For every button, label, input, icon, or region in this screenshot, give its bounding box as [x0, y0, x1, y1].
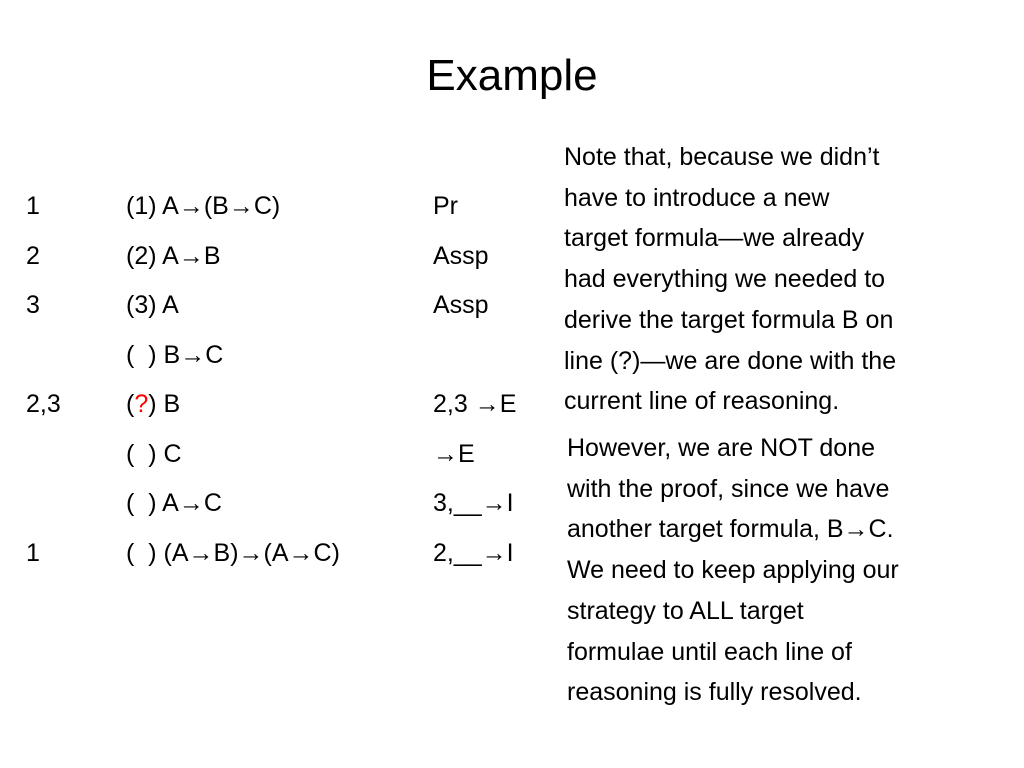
dependency-cell: 2: [26, 241, 40, 270]
note-line: have to introduce a new: [564, 183, 830, 212]
line-number: [134, 440, 148, 468]
line-number-open: (: [126, 241, 135, 270]
line-number: 3: [134, 291, 149, 319]
line-number: 2: [134, 241, 149, 270]
line-number-close: ): [148, 538, 157, 567]
line-number-open: (: [126, 538, 135, 567]
proof-row: [26, 235, 546, 285]
line-number: [134, 539, 148, 567]
proof-row: [26, 334, 546, 384]
note-line: derive the target formula B on: [564, 305, 894, 334]
formula-text: B: [163, 390, 181, 418]
proof-row: [26, 185, 546, 235]
note-line: strategy to ALL target: [567, 596, 804, 625]
line-number-open: (: [126, 340, 135, 369]
note-line: current line of reasoning.: [564, 387, 840, 416]
line-number-open: (: [126, 390, 135, 418]
justification-cell: 3,__→I: [433, 489, 514, 517]
note-line: another target formula, B→C.: [567, 515, 894, 544]
line-number: [134, 341, 148, 369]
justification-cell: 2,__→I: [433, 538, 514, 567]
line-number-close: ): [148, 340, 157, 369]
note-line: with the proof, since we have: [567, 474, 890, 503]
line-number-close: ): [148, 390, 157, 418]
note-not-done-with-proof: [567, 428, 1007, 713]
formula-text: A→(B→C): [162, 192, 281, 220]
line-number-close: ): [148, 192, 157, 220]
proof-row: [26, 433, 546, 483]
justification-cell: 2,3 →E: [433, 390, 517, 418]
formula-cell: [126, 185, 280, 227]
formula-cell: [126, 383, 180, 425]
dependency-cell: 3: [26, 291, 40, 319]
justification-cell: Pr: [433, 192, 458, 220]
proof-row: [26, 532, 546, 582]
formula-cell: [126, 284, 179, 326]
line-number-close: ): [148, 291, 157, 319]
proof-table: [26, 185, 546, 581]
formula-text: (A→B)→(A→C): [163, 538, 340, 567]
formula-text: A→B: [162, 241, 221, 270]
formula-text: A→C: [162, 489, 222, 517]
formula-cell: [126, 235, 221, 277]
note-done-with-line: [564, 137, 1004, 422]
line-number-open: (: [126, 489, 135, 517]
justification-cell: Assp: [433, 291, 489, 319]
formula-text: B→C: [163, 340, 224, 369]
proof-row: [26, 284, 546, 334]
justification-cell: →E: [433, 439, 475, 468]
formula-cell: [126, 334, 223, 376]
line-number-close: ): [148, 489, 157, 517]
line-number: [134, 489, 148, 517]
note-line: target formula—we already: [564, 224, 865, 253]
note-line: Note that, because we didn’t: [564, 143, 880, 171]
note-line: line (?)—we are done with the: [564, 346, 897, 375]
slide-title: Example: [426, 51, 598, 100]
dependency-cell: 2,3: [26, 390, 61, 418]
note-line: However, we are NOT done: [567, 434, 876, 462]
note-line: reasoning is fully resolved.: [567, 678, 862, 707]
note-line: We need to keep applying our: [567, 556, 899, 585]
line-number-close: ): [148, 241, 157, 270]
line-number: 1: [134, 192, 149, 220]
formula-text: C: [163, 439, 182, 468]
note-line: had everything we needed to: [564, 265, 886, 294]
formula-cell: [126, 482, 222, 524]
line-number-open: (: [126, 439, 135, 468]
formula-text: A: [162, 291, 179, 319]
proof-row: [26, 383, 546, 433]
line-number-close: ): [148, 439, 157, 468]
dependency-cell: 1: [26, 192, 40, 220]
line-number-unknown: ?: [134, 390, 149, 418]
justification-cell: Assp: [433, 241, 489, 270]
formula-cell: [126, 433, 182, 475]
proof-row: [26, 482, 546, 532]
formula-cell: [126, 532, 340, 574]
note-line: formulae until each line of: [567, 637, 852, 666]
line-number-open: (: [126, 192, 135, 220]
line-number-open: (: [126, 291, 135, 319]
dependency-cell: 1: [26, 538, 40, 567]
